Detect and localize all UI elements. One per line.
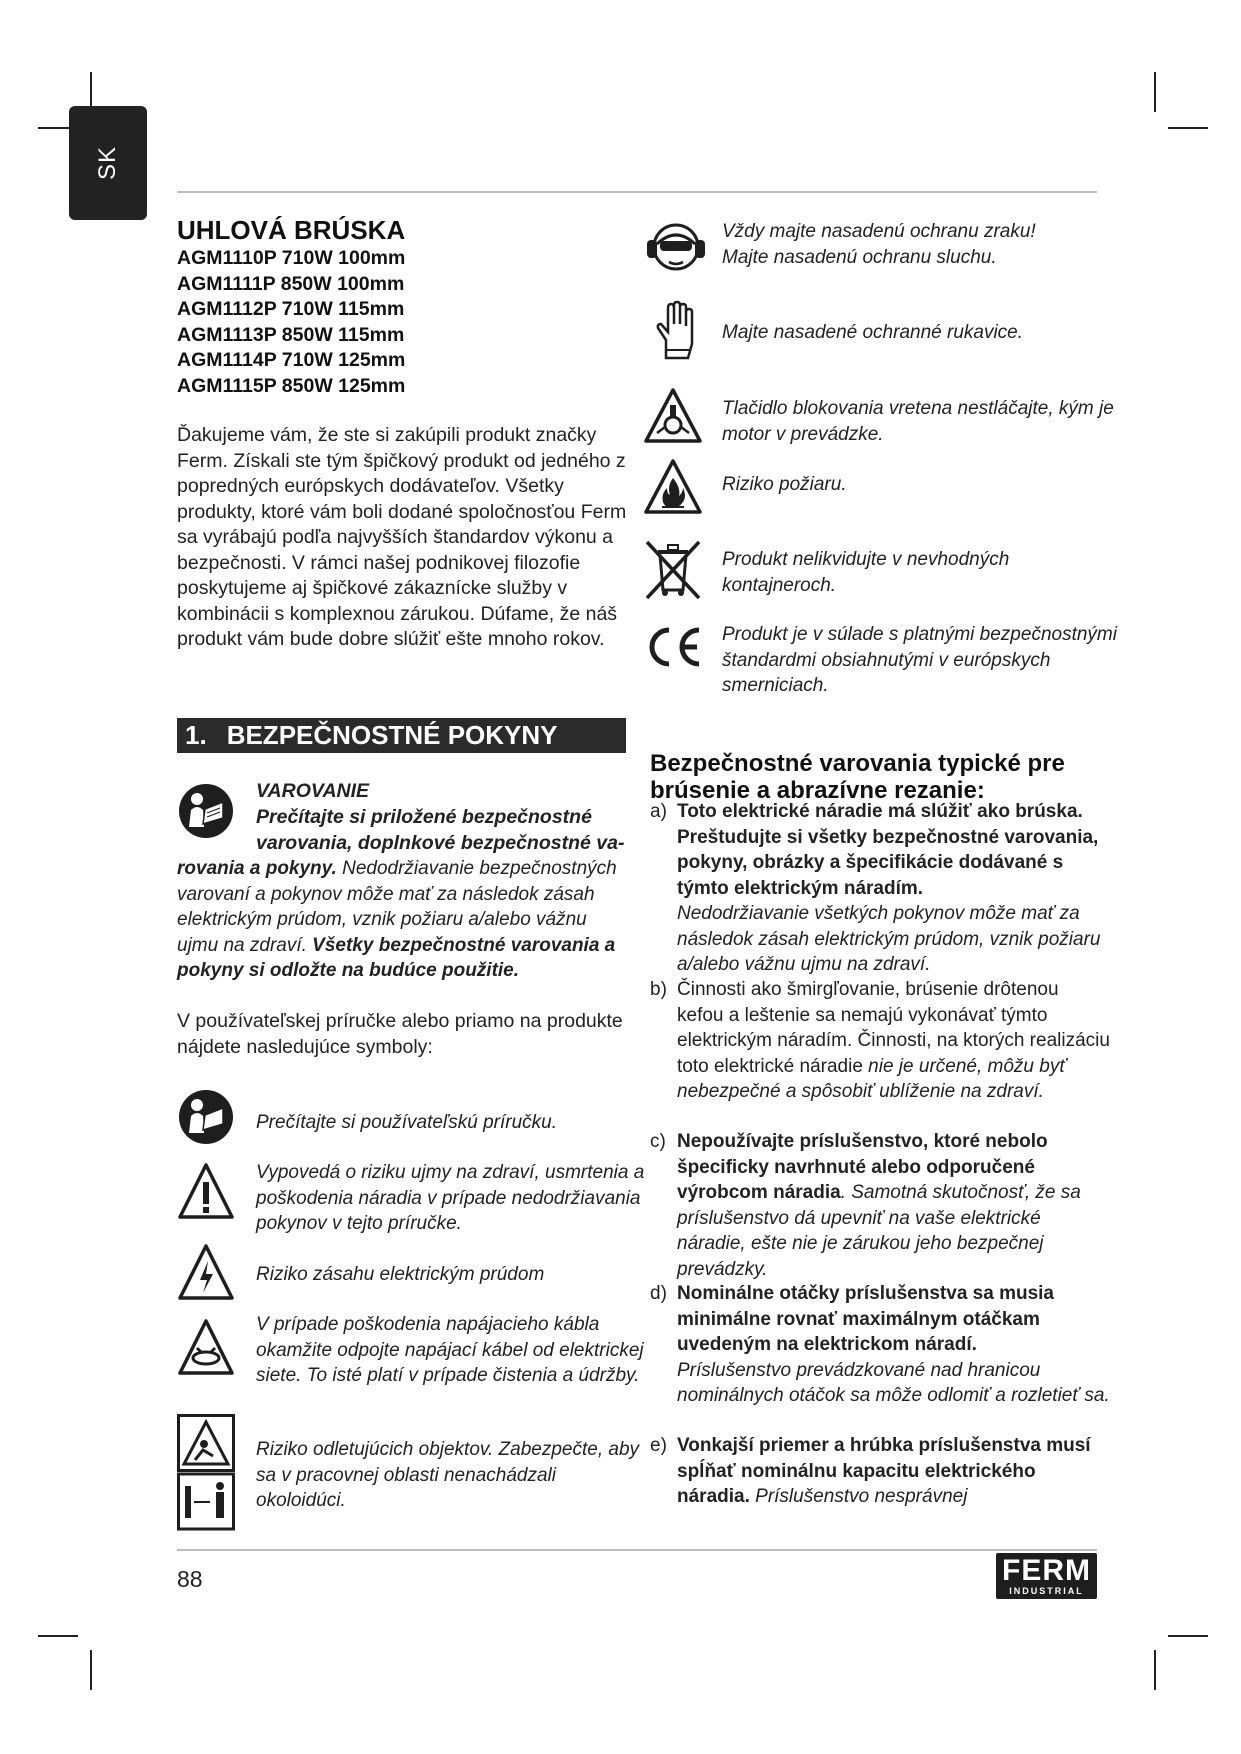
section-heading	[177, 718, 626, 753]
list-item-bold: Vonkajší priemer a hrúbka príslušenstva musí spĺňať nominálnu kapacitu elektrického náradia.	[677, 1435, 1091, 1507]
warning-lead	[256, 805, 624, 856]
model-line: AGM1113P 850W 115mm	[177, 323, 405, 346]
symbols-intro: V používateľskej príručke alebo priamo na produkte nájdete nasledujúce symboly:	[177, 1010, 623, 1058]
crop-mark	[1168, 127, 1208, 129]
warning-lead-end: rovania a pokyny.	[177, 858, 337, 879]
warning-icon	[177, 1162, 235, 1222]
damaged-cable-icon	[177, 1318, 235, 1378]
list-item-bold: Nepoužívajte príslušenstvo, ktoré nebolo špecificky navrhnuté alebo odporučené výrobcom náradia	[677, 1131, 1048, 1203]
symbol-text: V prípade poškodenia napájacieho kábla okamžite odpojte napájací kábel od elektrickej siete. To isté platí v prípade čistenia a údržby.	[256, 1314, 644, 1386]
warning-lead-line: Prečítajte si priložené bezpečnostné	[256, 806, 592, 828]
list-item	[650, 799, 1110, 978]
list-item-italic: . Samotná skutočnosť, že sa príslušenstvo dá upevniť na vaše elektrické náradie, ešte nie je zárukou jeho bezpečnej prevádzky.	[677, 1182, 1081, 1280]
bottom-rule	[177, 1549, 1097, 1551]
symbol-text: Riziko odletujúcich objektov. Zabezpečte, aby sa v pracovnej oblasti nenachádzali okoloidúci.	[256, 1439, 640, 1511]
section-number: 1.	[185, 720, 207, 750]
crop-mark	[90, 1650, 92, 1690]
warning-body	[177, 856, 633, 984]
language-tab	[69, 106, 147, 220]
model-list	[177, 246, 405, 399]
logo-main: FERM	[1002, 1554, 1091, 1587]
electric-shock-icon	[177, 1243, 235, 1303]
ferm-logo	[996, 1553, 1097, 1599]
list-item	[650, 1433, 1110, 1510]
list-item-letter: e)	[650, 1435, 667, 1456]
symbol-text: Produkt je v súlade s platnými bezpečnostnými štandardmi obsiahnutými v európskych smerniciach.	[722, 624, 1117, 696]
language-tab-label: SK	[94, 145, 121, 181]
crop-mark	[1154, 1650, 1156, 1690]
eye-ear-protection-icon	[645, 216, 707, 278]
list-item-letter: b)	[650, 979, 667, 1000]
read-manual-icon	[177, 1088, 235, 1146]
symbol-text-line: Majte nasadenú ochranu sluchu.	[722, 246, 997, 268]
flying-objects-icon	[177, 1414, 235, 1532]
fire-icon	[643, 458, 703, 516]
model-line: AGM1111P 850W 100mm	[177, 272, 405, 295]
list-item	[650, 977, 1110, 1105]
crop-mark	[1154, 72, 1156, 112]
model-line: AGM1115P 850W 125mm	[177, 374, 406, 397]
list-item-italic: Príslušenstvo nesprávnej	[749, 1486, 968, 1507]
model-line: AGM1110P 710W 100mm	[177, 247, 406, 269]
list-item-italic: Nedodržiavanie všetkých pokynov môže mať za následok zásah elektrickým prúdom, vznik požiaru a/alebo vážnu ujmu na zdraví.	[677, 903, 1101, 975]
list-item	[650, 1129, 1110, 1282]
symbol-text: Prečítajte si používateľskú príručku.	[256, 1112, 558, 1133]
logo-sub: INDUSTRIAL	[1009, 1586, 1084, 1596]
disposal-icon	[643, 538, 703, 602]
list-item-bold: Nominálne otáčky príslušenstva sa musia minimálne rovnať maximálnym otáčkam uvedeným na elektrickom náradí.	[677, 1283, 1054, 1355]
section-title: BEZPEČNOSTNÉ POKYNY	[226, 720, 558, 750]
intro-paragraph: Ďakujeme vám, že ste si zakúpili produkt značky Ferm. Získali ste tým špičkový produkt od jedného z popredných európskych dodávateľov. Všetky produkty, ktoré vám boli dodané spoločnosťou Ferm sa vyrábajú podľa najvyšších štandardov výkonu a bezpečnosti. V rámci našej podnikovej filozofie poskytujeme aj špičkové zákaznícke služby v kombinácii s komplexnou zárukou. Dúfame, že náš produkt vám bude dobre slúžiť ešte mnoho rokov.	[177, 424, 627, 650]
list-item-letter: d)	[650, 1283, 667, 1304]
warning-closing: Všetky bezpečnostné varovania a pokyny si odložte na budúce použitie.	[177, 934, 616, 981]
ce-mark-icon	[643, 624, 705, 670]
list-item-plain: Činnosti ako šmirgľovanie, brúsenie drôtenou kefou a leštenie sa nemajú vykonávať týmto elektrickým náradím. Činnosti, na ktorých realizáciu toto elektrické náradie	[677, 979, 1110, 1077]
list-item-italic: Príslušenstvo prevádzkované nad hranicou nominálnych otáčok sa môže odlomiť a rozletieť sa.	[677, 1359, 1110, 1406]
warning-lead-line: varovania, doplnkové bezpečnostné va-	[256, 831, 625, 854]
crop-mark	[1168, 1635, 1208, 1637]
warning-title: VAROVANIE	[256, 780, 370, 802]
page-title: UHLOVÁ BRÚSKA	[177, 215, 406, 245]
model-line: AGM1114P 710W 125mm	[177, 349, 406, 371]
section-subtitle: Bezpečnostné varovania typické pre brúsenie a abrazívne rezanie:	[650, 750, 1065, 804]
crop-mark	[38, 1635, 78, 1637]
top-rule	[177, 191, 1097, 193]
read-manual-icon	[177, 782, 235, 840]
list-item-bold: Toto elektrické náradie má slúžiť ako brúska. Preštudujte si všetky bezpečnostné varovania, pokyny, obrázky a špecifikácie dodávané s týmto elektrickým náradím.	[677, 801, 1099, 899]
spindle-lock-icon	[643, 387, 703, 445]
list-item-letter: a)	[650, 801, 667, 822]
symbol-text: Tlačidlo blokovania vretena nestláčajte, kým je motor v prevádzke.	[722, 398, 1114, 445]
list-item	[650, 1281, 1110, 1409]
list-item-letter: c)	[650, 1131, 666, 1152]
warning-body-text: Nedodržiavanie bezpečnostných varovaní a pokynov môže mať za následok zásah elektrickým prúdom, vznik požiaru a/alebo vážnu ujmu na zdraví.	[177, 858, 617, 956]
list-item-italic: nie je určené, môžu byť nebezpečné a spôsobiť ublíženie na zdraví.	[677, 1055, 1067, 1102]
symbol-text: Majte nasadené ochranné rukavice.	[722, 322, 1024, 343]
symbol-text: Riziko požiaru.	[722, 474, 847, 495]
symbol-text-line: Vždy majte nasadenú ochranu zraku!	[722, 221, 1036, 242]
symbol-text: Riziko zásahu elektrickým prúdom	[256, 1264, 545, 1285]
symbol-text	[722, 219, 1122, 270]
gloves-icon	[652, 300, 700, 362]
page-number: 88	[177, 1566, 203, 1592]
model-line: AGM1112P 710W 115mm	[177, 298, 405, 320]
symbol-text: Vypovedá o riziku ujmy na zdraví, usmrtenia a poškodenia náradia v prípade nedodržiavania pokynov v tejto príručke.	[256, 1162, 645, 1234]
symbol-text: Produkt nelikvidujte v nevhodných kontajneroch.	[722, 549, 1010, 596]
